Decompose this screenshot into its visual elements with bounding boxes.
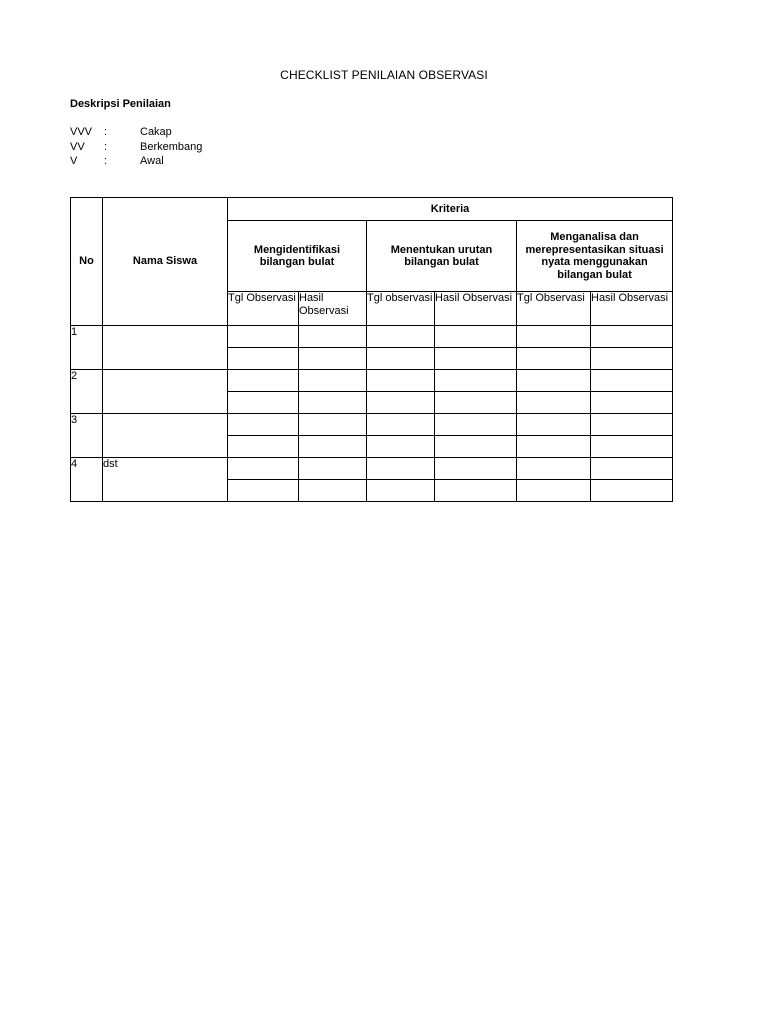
header-criterion-analyze: Menganalisa dan merepresentasikan situasi nyata menggunakan bilangan bulat	[517, 221, 673, 292]
header-criterion-identify: Mengidentifikasi bilangan bulat	[228, 221, 367, 292]
legend-symbol: VVV	[70, 126, 93, 138]
header-student-name: Nama Siswa	[103, 198, 228, 326]
description-heading: Deskripsi Penilaian	[70, 98, 171, 110]
header-kriteria: Kriteria	[228, 198, 673, 221]
observation-cell[interactable]	[435, 480, 517, 502]
legend-label: Cakap	[140, 126, 172, 138]
student-name-cell[interactable]	[103, 370, 228, 414]
observation-cell[interactable]	[591, 326, 673, 348]
subheader-hasil-observasi: Hasil Observasi	[299, 292, 367, 326]
row-number: 3	[71, 414, 103, 458]
observation-cell[interactable]	[435, 436, 517, 458]
observation-cell[interactable]	[228, 436, 299, 458]
observation-cell[interactable]	[517, 370, 591, 392]
legend-row	[70, 155, 270, 170]
observation-cell[interactable]	[517, 392, 591, 414]
observation-cell[interactable]	[591, 480, 673, 502]
observation-cell[interactable]	[367, 458, 435, 480]
subheader-tgl-observasi: Tgl Observasi	[228, 292, 299, 326]
observation-cell[interactable]	[228, 392, 299, 414]
observation-cell[interactable]	[517, 480, 591, 502]
student-name-cell[interactable]	[103, 326, 228, 370]
observation-cell[interactable]	[591, 370, 673, 392]
observation-cell[interactable]	[517, 348, 591, 370]
observation-cell[interactable]	[435, 326, 517, 348]
observation-cell[interactable]	[299, 348, 367, 370]
observation-cell[interactable]	[517, 326, 591, 348]
observation-cell[interactable]	[367, 414, 435, 436]
observation-cell[interactable]	[517, 458, 591, 480]
subheader-hasil-observasi: Hasil Observasi	[591, 292, 673, 326]
legend-label: Berkembang	[140, 140, 203, 153]
table-row	[71, 370, 673, 392]
observation-cell[interactable]	[591, 348, 673, 370]
observation-cell[interactable]	[228, 480, 299, 502]
rating-legend	[70, 126, 270, 170]
legend-separator: :	[104, 155, 108, 167]
observation-cell[interactable]	[367, 480, 435, 502]
observation-cell[interactable]	[591, 392, 673, 414]
observation-cell[interactable]	[517, 414, 591, 436]
table-row	[71, 414, 673, 436]
observation-cell[interactable]	[228, 326, 299, 348]
observation-cell[interactable]	[591, 458, 673, 480]
header-criterion-order: Menentukan urutan bilangan bulat	[367, 221, 517, 292]
observation-cell[interactable]	[591, 414, 673, 436]
observation-cell[interactable]	[435, 414, 517, 436]
observation-cell[interactable]	[228, 458, 299, 480]
row-number: 1	[71, 326, 103, 370]
legend-row	[70, 126, 270, 141]
legend-label: Awal	[140, 155, 164, 167]
observation-checklist-table	[70, 197, 673, 502]
observation-cell[interactable]	[367, 326, 435, 348]
document-title: CHECKLIST PENILAIAN OBSERVASI	[280, 68, 488, 82]
observation-cell[interactable]	[435, 392, 517, 414]
legend-symbol: VV	[70, 140, 85, 153]
observation-cell[interactable]	[299, 392, 367, 414]
observation-cell[interactable]	[435, 348, 517, 370]
observation-cell[interactable]	[228, 348, 299, 370]
observation-cell[interactable]	[299, 458, 367, 480]
row-number: 2	[71, 370, 103, 414]
observation-cell[interactable]	[299, 414, 367, 436]
observation-cell[interactable]	[435, 370, 517, 392]
observation-cell[interactable]	[299, 326, 367, 348]
observation-cell[interactable]	[228, 370, 299, 392]
legend-separator: :	[104, 140, 108, 153]
header-no: No	[71, 198, 103, 326]
legend-separator: :	[104, 126, 108, 138]
observation-cell[interactable]	[299, 436, 367, 458]
observation-cell[interactable]	[299, 370, 367, 392]
observation-cell[interactable]	[367, 436, 435, 458]
observation-cell[interactable]	[367, 348, 435, 370]
table-row	[71, 326, 673, 348]
subheader-hasil-observasi: Hasil Observasi	[435, 292, 517, 326]
observation-cell[interactable]	[299, 480, 367, 502]
student-name-cell[interactable]	[103, 414, 228, 458]
observation-cell[interactable]	[367, 370, 435, 392]
observation-cell[interactable]	[228, 414, 299, 436]
row-number: 4	[71, 458, 103, 502]
legend-symbol: V	[70, 155, 78, 167]
legend-row	[70, 141, 270, 156]
table-row	[71, 458, 673, 480]
subheader-tgl-observasi: Tgl observasi	[367, 292, 435, 326]
observation-cell[interactable]	[435, 458, 517, 480]
observation-cell[interactable]	[367, 392, 435, 414]
observation-cell[interactable]	[517, 436, 591, 458]
subheader-tgl-observasi: Tgl Observasi	[517, 292, 591, 326]
student-name-cell[interactable]: dst	[103, 458, 228, 502]
observation-cell[interactable]	[591, 436, 673, 458]
